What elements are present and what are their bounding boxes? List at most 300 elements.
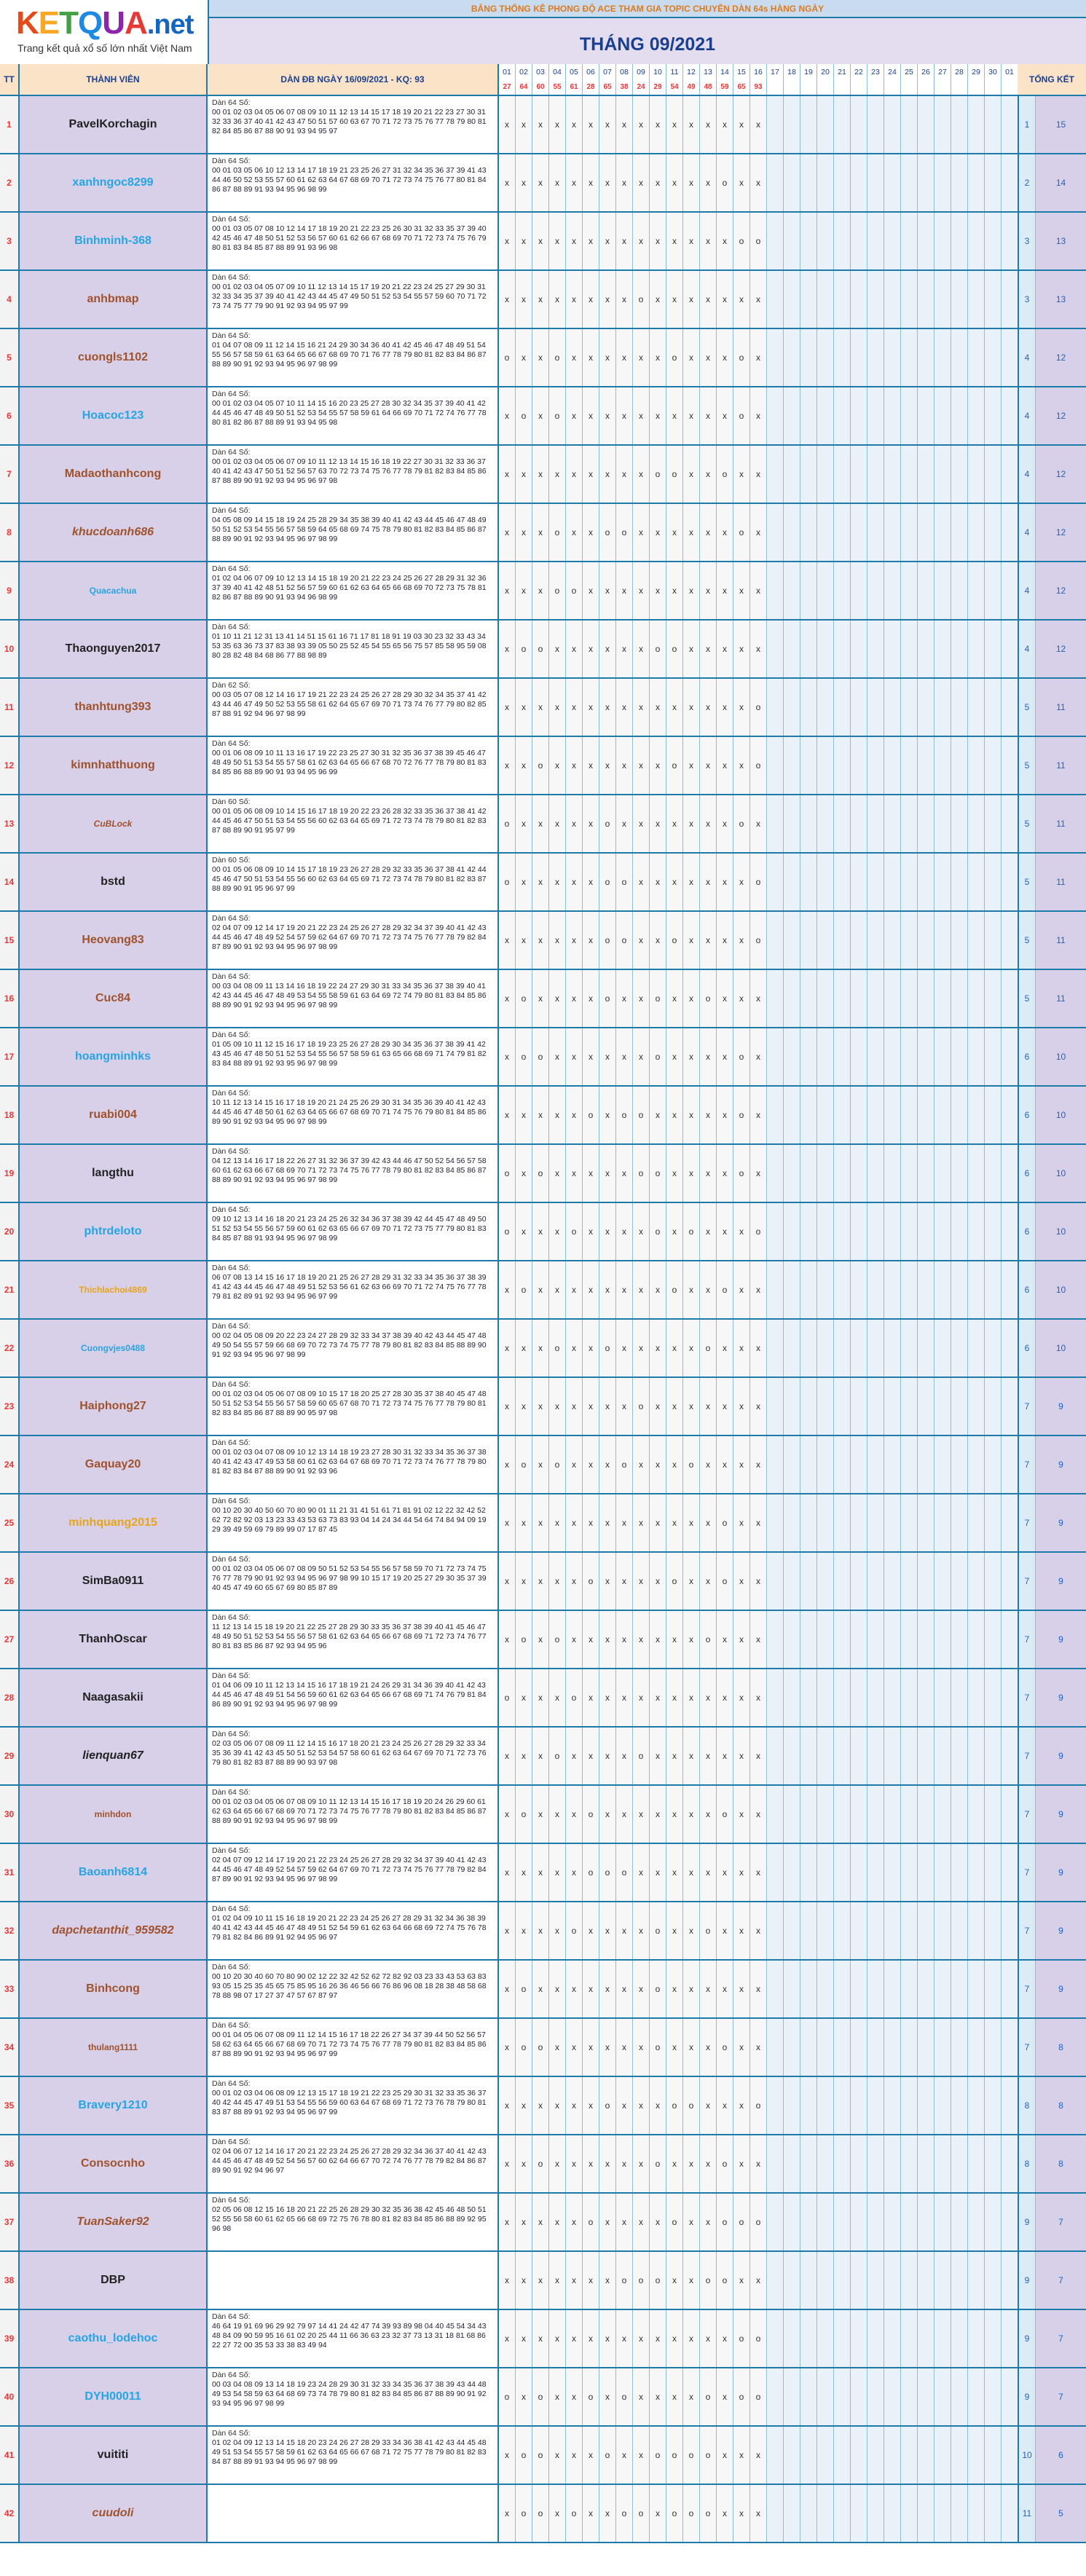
day-mark: o (666, 2485, 683, 2542)
member-name[interactable]: Heovang83 (20, 912, 208, 969)
member-name[interactable]: PavelKorchagin (20, 96, 208, 153)
table-row (0, 2368, 1086, 2427)
day-mark: x (499, 2252, 516, 2309)
day-mark (784, 387, 800, 444)
day-mark (817, 1145, 834, 1202)
day-mark: x (650, 854, 666, 910)
member-name[interactable]: vuititi (20, 2427, 208, 2484)
member-name[interactable]: langthu (20, 1145, 208, 1202)
day-mark: x (599, 737, 616, 794)
day-mark: x (683, 679, 700, 736)
table-row (0, 1261, 1086, 1320)
day-mark (817, 1203, 834, 1260)
day-mark (968, 2252, 985, 2309)
number-set-values: 11 12 13 14 15 18 19 20 21 22 25 27 28 29 30 33 35 36 37 38 39 40 41 45 46 47 48 49 50 51 52 53 54 55 56 57 58 61 62 63 64 65 66 67 68 69 71 72 73 74 76 77 80 81 83 85 86 87 92 93 94 95 96 (212, 1623, 487, 1650)
day-mark (767, 2194, 784, 2250)
day-mark (767, 2368, 784, 2425)
table-row (0, 2310, 1086, 2368)
day-mark (884, 504, 901, 561)
day-result: 61 (566, 80, 583, 95)
hit-total: 9 (1035, 1669, 1086, 1726)
day-mark: o (583, 1087, 599, 1143)
day-mark (934, 2252, 951, 2309)
day-mark (901, 1902, 918, 1959)
day-mark: o (700, 2485, 717, 2542)
day-mark (1002, 446, 1018, 503)
day-mark (884, 1145, 901, 1202)
day-mark: x (499, 2485, 516, 2542)
day-mark: x (532, 1320, 549, 1376)
hit-total: 12 (1035, 504, 1086, 561)
miss-count: 5 (1018, 912, 1035, 969)
row-index: 11 (0, 679, 20, 736)
day-mark (767, 504, 784, 561)
day-mark (901, 562, 918, 619)
day-mark (985, 621, 1002, 677)
day-mark (784, 1203, 800, 1260)
member-name[interactable]: thanhtung393 (20, 679, 208, 736)
day-mark: x (683, 1087, 700, 1143)
day-mark (951, 2485, 968, 2542)
day-mark: o (666, 1553, 683, 1610)
day-mark: x (700, 2019, 717, 2076)
day-mark (934, 970, 951, 1027)
day-mark: o (599, 2427, 616, 2484)
day-mark (1002, 1028, 1018, 1085)
table-row (0, 1786, 1086, 1844)
day-mark (867, 562, 884, 619)
number-set-caption: Dàn 64 Số: (212, 972, 251, 981)
number-set-caption: Dàn 64 Số: (212, 1730, 251, 1738)
day-mark: x (750, 1786, 767, 1843)
day-mark: x (633, 621, 650, 677)
day-mark: x (616, 2310, 633, 2367)
day-mark (867, 96, 884, 153)
day-mark (851, 1494, 867, 1551)
day-mark: x (666, 1786, 683, 1843)
day-mark (767, 737, 784, 794)
day-mark (851, 329, 867, 386)
day-mark (767, 621, 784, 677)
member-name[interactable]: CuBLock (20, 795, 208, 852)
day-mark: x (616, 562, 633, 619)
day-marks (499, 1494, 1018, 1551)
day-mark: o (650, 1145, 666, 1202)
day-mark (817, 1728, 834, 1784)
day-mark (784, 2077, 800, 2134)
number-set-caption: Dàn 64 Số: (212, 1846, 251, 1855)
month-title: THÁNG 09/2021 (209, 18, 1086, 64)
day-mark (951, 271, 968, 328)
day-mark (918, 1961, 934, 2017)
day-label: 28 (951, 64, 968, 80)
day-mark (834, 1611, 851, 1668)
row-index: 24 (0, 1436, 20, 1493)
day-mark: o (683, 1436, 700, 1493)
member-name[interactable]: Haiphong27 (20, 1378, 208, 1435)
day-mark (767, 1728, 784, 1784)
number-set (208, 912, 499, 969)
day-mark: x (549, 2310, 566, 2367)
day-mark: x (700, 1728, 717, 1784)
day-mark: x (666, 795, 683, 852)
day-mark (784, 737, 800, 794)
table-row (0, 679, 1086, 737)
day-mark: x (583, 562, 599, 619)
day-mark: x (717, 854, 733, 910)
header-total: TỔNG KẾT (1018, 64, 1086, 96)
day-mark: x (516, 912, 532, 969)
day-mark: x (633, 2368, 650, 2425)
day-mark (867, 1378, 884, 1435)
day-mark (851, 1378, 867, 1435)
day-mark: x (717, 562, 733, 619)
day-mark: x (616, 96, 633, 153)
day-mark (884, 213, 901, 269)
day-mark: x (499, 621, 516, 677)
day-mark (867, 2194, 884, 2250)
day-mark: x (700, 1961, 717, 2017)
day-mark: x (583, 1611, 599, 1668)
day-mark (918, 912, 934, 969)
member-name[interactable]: Baoanh6814 (20, 1844, 208, 1901)
day-mark (800, 1087, 817, 1143)
day-mark (800, 1028, 817, 1085)
member-name[interactable]: Thichlachoi4869 (20, 1261, 208, 1318)
day-mark (851, 2194, 867, 2250)
day-mark: x (532, 1261, 549, 1318)
day-mark (817, 329, 834, 386)
number-set-values: 00 03 04 08 09 11 13 14 16 18 19 22 24 27 29 30 31 33 34 35 36 37 38 39 40 41 42 43 44 45 46 47 48 49 53 54 55 58 59 61 63 64 69 72 74 79 80 81 83 84 85 86 88 89 90 91 92 93 94 95 96 97 98 99 (212, 982, 487, 1009)
day-mark (834, 1494, 851, 1551)
day-mark (968, 737, 985, 794)
day-marks (499, 912, 1018, 969)
day-mark (884, 387, 901, 444)
member-name[interactable]: kimnhatthuong (20, 737, 208, 794)
day-mark: x (599, 1961, 616, 2017)
day-mark: x (750, 2135, 767, 2192)
day-mark: o (566, 1669, 583, 1726)
member-name[interactable]: lienquan67 (20, 1728, 208, 1784)
day-mark: x (532, 96, 549, 153)
day-mark: x (750, 1553, 767, 1610)
day-mark (884, 2310, 901, 2367)
member-name[interactable]: ruabi004 (20, 1087, 208, 1143)
day-label: 24 (884, 64, 901, 80)
day-mark (985, 2252, 1002, 2309)
day-mark: o (633, 1145, 650, 1202)
miss-count: 5 (1018, 679, 1035, 736)
day-mark (901, 912, 918, 969)
day-mark (901, 2135, 918, 2192)
day-mark: x (549, 1902, 566, 1959)
number-set-values: 01 05 09 10 11 12 15 16 17 18 19 23 25 26 27 28 29 30 34 35 36 37 38 39 41 42 43 45 46 47 48 50 51 52 53 54 55 56 57 58 59 61 63 65 66 68 69 71 74 79 81 82 83 84 88 89 91 92 93 95 96 97 98 99 (212, 1040, 487, 1068)
miss-count: 4 (1018, 562, 1035, 619)
day-mark (901, 1669, 918, 1726)
day-mark: o (650, 621, 666, 677)
hit-total: 11 (1035, 970, 1086, 1027)
member-name[interactable]: Hoacoc123 (20, 387, 208, 444)
day-mark (951, 912, 968, 969)
member-name[interactable]: Gaquay20 (20, 1436, 208, 1493)
day-mark (918, 795, 934, 852)
day-mark: x (666, 2368, 683, 2425)
day-mark: x (750, 446, 767, 503)
hit-total: 9 (1035, 1961, 1086, 2017)
day-mark (884, 912, 901, 969)
day-mark (867, 970, 884, 1027)
day-mark: x (683, 96, 700, 153)
day-mark (985, 1145, 1002, 1202)
day-mark: x (599, 1553, 616, 1610)
day-mark: x (549, 1378, 566, 1435)
hit-total: 8 (1035, 2135, 1086, 2192)
day-mark: x (733, 621, 750, 677)
day-mark (834, 1786, 851, 1843)
day-mark: x (683, 1669, 700, 1726)
day-mark: o (583, 2194, 599, 2250)
day-marks (499, 2077, 1018, 2134)
day-mark (918, 1145, 934, 1202)
day-mark: x (516, 1902, 532, 1959)
day-mark (884, 795, 901, 852)
day-mark (800, 154, 817, 211)
member-name[interactable]: SimBa0911 (20, 1553, 208, 1610)
day-marks (499, 1378, 1018, 1435)
day-mark: x (700, 96, 717, 153)
day-mark: o (750, 2368, 767, 2425)
day-result (867, 80, 884, 95)
day-mark: o (566, 1902, 583, 1959)
day-mark (934, 271, 951, 328)
day-mark: o (717, 1553, 733, 1610)
day-result: 59 (717, 80, 733, 95)
day-mark: o (666, 2194, 683, 2250)
day-mark: x (583, 1261, 599, 1318)
day-mark (767, 446, 784, 503)
row-index: 39 (0, 2310, 20, 2367)
number-set-values: 06 07 08 13 14 15 16 17 18 19 20 21 25 26 27 28 29 31 32 33 34 35 36 37 38 39 41 42 43 44 45 46 47 48 49 51 52 53 56 61 62 63 66 69 70 71 72 74 75 76 77 78 79 81 82 89 91 92 93 94 95 96 97 99 (212, 1273, 487, 1301)
day-mark: x (683, 1261, 700, 1318)
day-mark: x (532, 2252, 549, 2309)
day-mark (884, 446, 901, 503)
member-name[interactable]: minhquang2015 (20, 1494, 208, 1551)
day-mark (884, 854, 901, 910)
day-mark (985, 387, 1002, 444)
hit-total: 11 (1035, 795, 1086, 852)
member-name[interactable]: Bravery1210 (20, 2077, 208, 2134)
day-mark: x (583, 854, 599, 910)
day-mark (985, 2427, 1002, 2484)
miss-count: 5 (1018, 854, 1035, 910)
day-mark (867, 1436, 884, 1493)
day-mark (934, 213, 951, 269)
member-name[interactable]: Cuc84 (20, 970, 208, 1027)
member-name[interactable]: cuongls1102 (20, 329, 208, 386)
day-mark (884, 1028, 901, 1085)
day-mark (851, 1028, 867, 1085)
day-mark: o (717, 446, 733, 503)
day-mark (767, 1844, 784, 1901)
day-mark (1002, 329, 1018, 386)
member-name[interactable]: caothu_lodehoc (20, 2310, 208, 2367)
member-name[interactable]: thulang1111 (20, 2019, 208, 2076)
member-name[interactable]: Madaothanhcong (20, 446, 208, 503)
member-name[interactable]: Thaonguyen2017 (20, 621, 208, 677)
day-mark: x (583, 1902, 599, 1959)
day-mark (884, 2077, 901, 2134)
day-mark (951, 154, 968, 211)
row-index: 42 (0, 2485, 20, 2542)
day-mark (800, 96, 817, 153)
day-mark (800, 1844, 817, 1901)
day-mark (951, 2310, 968, 2367)
member-name[interactable]: Naagasakii (20, 1669, 208, 1726)
member-name[interactable]: Cuongvjes0488 (20, 1320, 208, 1376)
row-index: 26 (0, 1553, 20, 1610)
number-set (208, 2194, 499, 2250)
number-set-caption: Dàn 64 Số: (212, 1788, 251, 1797)
day-label: 14 (717, 64, 733, 80)
row-index: 17 (0, 1028, 20, 1085)
day-mark: x (532, 504, 549, 561)
day-mark: x (700, 446, 717, 503)
number-set-values: 10 11 12 13 14 15 16 17 18 19 20 21 24 25 26 29 30 31 34 35 36 39 40 41 42 43 44 45 46 47 48 50 61 62 63 64 65 66 67 68 69 70 71 74 75 76 79 80 81 84 85 86 89 90 91 92 93 94 95 96 97 98 99 (212, 1098, 487, 1126)
day-mark (951, 970, 968, 1027)
ketqua-logo[interactable] (0, 0, 209, 64)
day-mark: o (532, 2485, 549, 2542)
day-mark: x (532, 1902, 549, 1959)
day-mark (800, 387, 817, 444)
day-mark: x (666, 1320, 683, 1376)
day-mark: x (700, 329, 717, 386)
day-mark: x (599, 271, 616, 328)
day-mark (834, 1902, 851, 1959)
day-mark: x (583, 504, 599, 561)
day-mark: x (616, 1320, 633, 1376)
day-mark: x (599, 1494, 616, 1551)
day-mark (884, 621, 901, 677)
day-mark: x (599, 1203, 616, 1260)
day-mark: x (717, 2077, 733, 2134)
day-mark: o (633, 271, 650, 328)
member-name[interactable]: Consocnho (20, 2135, 208, 2192)
member-name[interactable]: TuanSaker92 (20, 2194, 208, 2250)
day-mark (985, 1611, 1002, 1668)
row-index: 41 (0, 2427, 20, 2484)
miss-count: 11 (1018, 2485, 1035, 2542)
day-mark (867, 2019, 884, 2076)
day-mark (951, 446, 968, 503)
member-name[interactable]: cuudoli (20, 2485, 208, 2542)
member-name[interactable]: DYH00011 (20, 2368, 208, 2425)
member-name[interactable]: phtrdeloto (20, 1203, 208, 1260)
member-name[interactable]: dapchetanthit_959582 (20, 1902, 208, 1959)
day-mark (800, 2485, 817, 2542)
number-set (208, 1145, 499, 1202)
hit-total: 7 (1035, 2368, 1086, 2425)
day-result: 54 (666, 80, 683, 95)
day-mark (800, 1611, 817, 1668)
day-mark (767, 2485, 784, 2542)
day-mark: x (733, 1961, 750, 2017)
day-mark: o (666, 621, 683, 677)
day-mark: x (683, 854, 700, 910)
day-mark (784, 970, 800, 1027)
day-mark: o (650, 2252, 666, 2309)
day-mark: x (700, 854, 717, 910)
number-set-values: 01 10 11 21 12 31 13 41 14 51 15 61 16 71 17 81 18 91 19 03 30 23 32 33 43 34 53 35 63 36 73 37 83 38 93 39 05 50 25 52 45 54 55 65 56 75 57 85 58 95 59 08 80 28 82 48 84 68 86 77 88 98 89 (212, 632, 487, 660)
member-name[interactable]: ThanhOscar (20, 1611, 208, 1668)
day-mark (784, 96, 800, 153)
day-mark: o (650, 970, 666, 1027)
day-mark (884, 2368, 901, 2425)
day-marks (499, 329, 1018, 386)
day-mark: x (733, 1553, 750, 1610)
day-mark: x (566, 1320, 583, 1376)
member-name[interactable]: minhdon (20, 1786, 208, 1843)
member-name[interactable]: Quacachua (20, 562, 208, 619)
day-mark: x (499, 1611, 516, 1668)
member-name[interactable]: khucdoanh686 (20, 504, 208, 561)
day-mark (767, 1203, 784, 1260)
day-mark: x (650, 387, 666, 444)
day-mark: x (700, 1494, 717, 1551)
day-mark (968, 2077, 985, 2134)
member-name[interactable]: Binhcong (20, 1961, 208, 2017)
number-set-caption: Dàn 64 Số: (212, 215, 251, 224)
day-mark: x (683, 1611, 700, 1668)
day-mark (1002, 737, 1018, 794)
day-mark: x (616, 446, 633, 503)
day-mark (901, 1961, 918, 2017)
day-mark (817, 2427, 834, 2484)
member-name[interactable]: anhbmap (20, 271, 208, 328)
member-name[interactable]: xanhngoc8299 (20, 154, 208, 211)
member-name[interactable]: DBP (20, 2252, 208, 2309)
day-mark: x (717, 795, 733, 852)
day-mark (951, 2368, 968, 2425)
member-name[interactable]: hoangminhks (20, 1028, 208, 1085)
day-mark: o (532, 737, 549, 794)
day-mark: x (666, 1728, 683, 1784)
day-mark: x (616, 1145, 633, 1202)
member-name[interactable]: Binhminh-368 (20, 213, 208, 269)
hit-total: 12 (1035, 562, 1086, 619)
table-row (0, 1378, 1086, 1436)
day-mark (834, 446, 851, 503)
day-mark: x (683, 1728, 700, 1784)
day-mark: x (750, 1436, 767, 1493)
day-mark (985, 1902, 1002, 1959)
day-mark: x (549, 2135, 566, 2192)
day-mark: x (683, 2194, 700, 2250)
day-mark (968, 213, 985, 269)
day-mark (985, 1028, 1002, 1085)
miss-count: 7 (1018, 1728, 1035, 1784)
member-name[interactable]: bstd (20, 854, 208, 910)
number-set-caption: Dàn 64 Số: (212, 506, 251, 515)
day-mark: x (566, 1728, 583, 1784)
day-mark (918, 271, 934, 328)
hit-total: 10 (1035, 1320, 1086, 1376)
day-mark (800, 2019, 817, 2076)
day-mark (884, 1378, 901, 1435)
day-mark (968, 1378, 985, 1435)
day-mark: o (516, 1961, 532, 2017)
table-row (0, 2427, 1086, 2485)
number-set-values: 00 01 02 03 04 05 06 07 08 09 10 11 12 13 14 15 17 18 19 20 21 22 23 27 30 31 32 33 36 37 40 41 42 43 47 50 51 57 60 63 67 70 71 72 73 75 76 77 78 79 80 81 82 84 85 86 87 88 90 91 93 94 95 97 (212, 108, 487, 135)
